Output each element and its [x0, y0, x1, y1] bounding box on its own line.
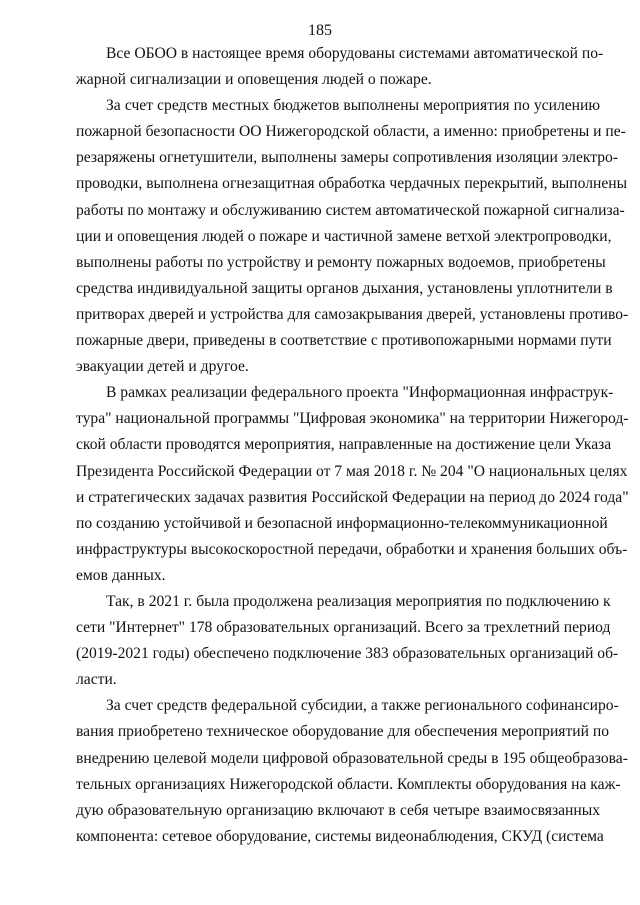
text-line: За счет средств федеральной субсидии, а также регионального софинансиро- [106, 697, 619, 715]
text-line: В рамках реализации федерального проекта "Информационная инфраструк- [106, 384, 614, 402]
text-line: тура" национальной программы "Цифровая экономика" на территории Нижегород- [76, 410, 629, 428]
text-line: пожарной безопасности ОО Нижегородской области, а именно: приобретены и пе- [76, 123, 626, 141]
text-line: работы по монтажу и обслуживанию систем автоматической пожарной сигнализа- [76, 201, 625, 219]
text-line: и стратегических задачах развития Российской Федерации на период до 2024 года" [76, 488, 629, 506]
text-line: Все ОБОО в настоящее время оборудованы системами автоматической по- [106, 45, 604, 62]
text-line: проводки, выполнена огнезащитная обработка чердачных перекрытий, выполнены [76, 175, 628, 193]
text-line: резаряжены огнетушители, выполнены замеры сопротивления изоляции электро- [76, 149, 619, 167]
text-line: вания приобретено техническое оборудование для обеспечения мероприятий по [76, 723, 610, 741]
text-line: дую образовательную организацию включают в себя четыре взаимосвязанных [76, 801, 600, 819]
text-line: пожарные двери, приведены в соответствие с противопожарными нормами пути [76, 332, 612, 350]
text-line: выполнены работы по устройству и ремонту пожарных водоемов, приобретены [76, 253, 606, 271]
text-line: Так, в 2021 г. была продолжена реализация мероприятия по подключению к [106, 592, 611, 610]
text-line: средства индивидуальной защиты органов дыхания, установлены уплотнители в [76, 279, 613, 297]
text-line: жарной сигнализации и оповещения людей о пожаре. [76, 71, 432, 89]
text-line: Президента Российской Федерации от 7 мая 2018 г. № 204 "О национальных целях [76, 462, 628, 480]
page-number: 185 [308, 22, 332, 39]
text-line: ласти. [76, 671, 117, 689]
text-line: притворах дверей и устройства для самозакрывания дверей, установлены противо- [76, 305, 629, 323]
text-line: внедрению целевой модели цифровой образовательной среды в 195 общеобразова- [76, 749, 628, 767]
text-line: сети "Интернет" 178 образовательных организаций. Всего за трехлетний период [76, 619, 611, 637]
text-line: тельных организациях Нижегородской области. Комплекты оборудования на каж- [76, 775, 621, 793]
text-line: ции и оповещения людей о пожаре и частичной замене ветхой электропроводки, [76, 227, 612, 245]
text-line: За счет средств местных бюджетов выполнены мероприятия по усилению [106, 97, 600, 115]
text-line: эвакуации детей и другое. [76, 358, 249, 376]
text-line: емов данных. [76, 566, 166, 584]
text-line: компонента: сетевое оборудование, системы видеонаблюдения, СКУД (система [76, 827, 604, 845]
text-line: ской области проводятся мероприятия, направленные на достижение цели Указа [76, 436, 612, 454]
document-body [76, 41, 629, 850]
text-line: по созданию устойчивой и безопасной информационно-телекоммуникационной [76, 514, 608, 532]
text-line: (2019-2021 годы) обеспечено подключение 383 образовательных организаций об- [76, 645, 619, 663]
text-line: инфраструктуры высокоскоростной передачи, обработки и хранения больших объ- [76, 540, 628, 558]
